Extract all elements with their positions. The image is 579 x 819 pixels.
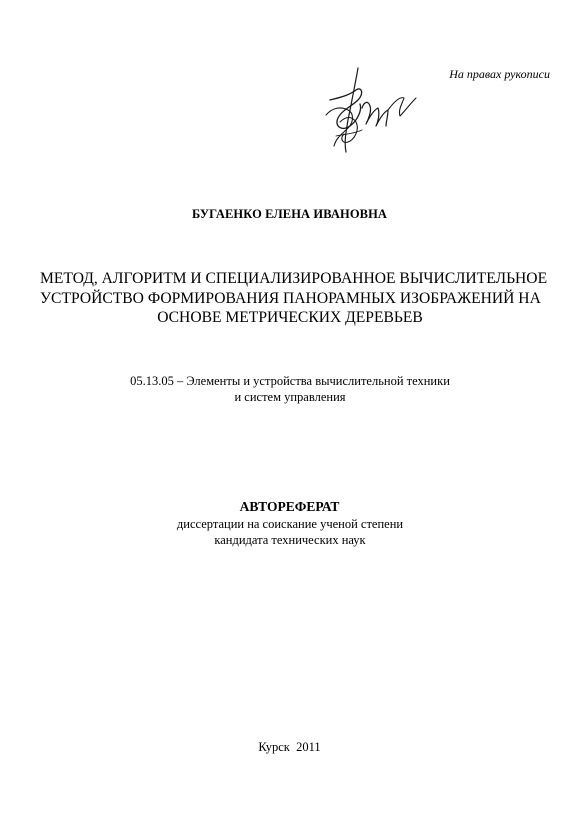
title-line: УСТРОЙСТВО ФОРМИРОВАНИЯ ПАНОРАМНЫХ ИЗОБРАЖЕНИЙ НА (40, 289, 541, 307)
abstract-line: диссертации на соискание ученой степени (176, 517, 404, 531)
title-line: ОСНОВЕ МЕТРИЧЕСКИХ ДЕРЕВЬЕВ (157, 309, 423, 326)
specialty-line: и систем управления (234, 389, 346, 404)
abstract-line: кандидата технических наук (214, 532, 366, 547)
abstract-heading: АВТОРЕФЕРАТ (239, 499, 340, 514)
handwritten-signature (318, 60, 428, 160)
place-and-year: Курск 2011 (258, 740, 321, 754)
rights-note: На правах рукописи (449, 67, 550, 81)
title-line: МЕТОД, АЛГОРИТМ И СПЕЦИАЛИЗИРОВАННОЕ ВЫЧИСЛИТЕЛЬНОЕ (40, 270, 548, 287)
author-name: БУГАЕНКО ЕЛЕНА ИВАНОВНА (191, 207, 388, 221)
abstract-description (40, 517, 540, 548)
dissertation-title (40, 269, 548, 328)
specialty-line: 05.13.05 – Элементы и устройства вычислительной техники (130, 374, 450, 388)
specialty-code (40, 374, 540, 405)
